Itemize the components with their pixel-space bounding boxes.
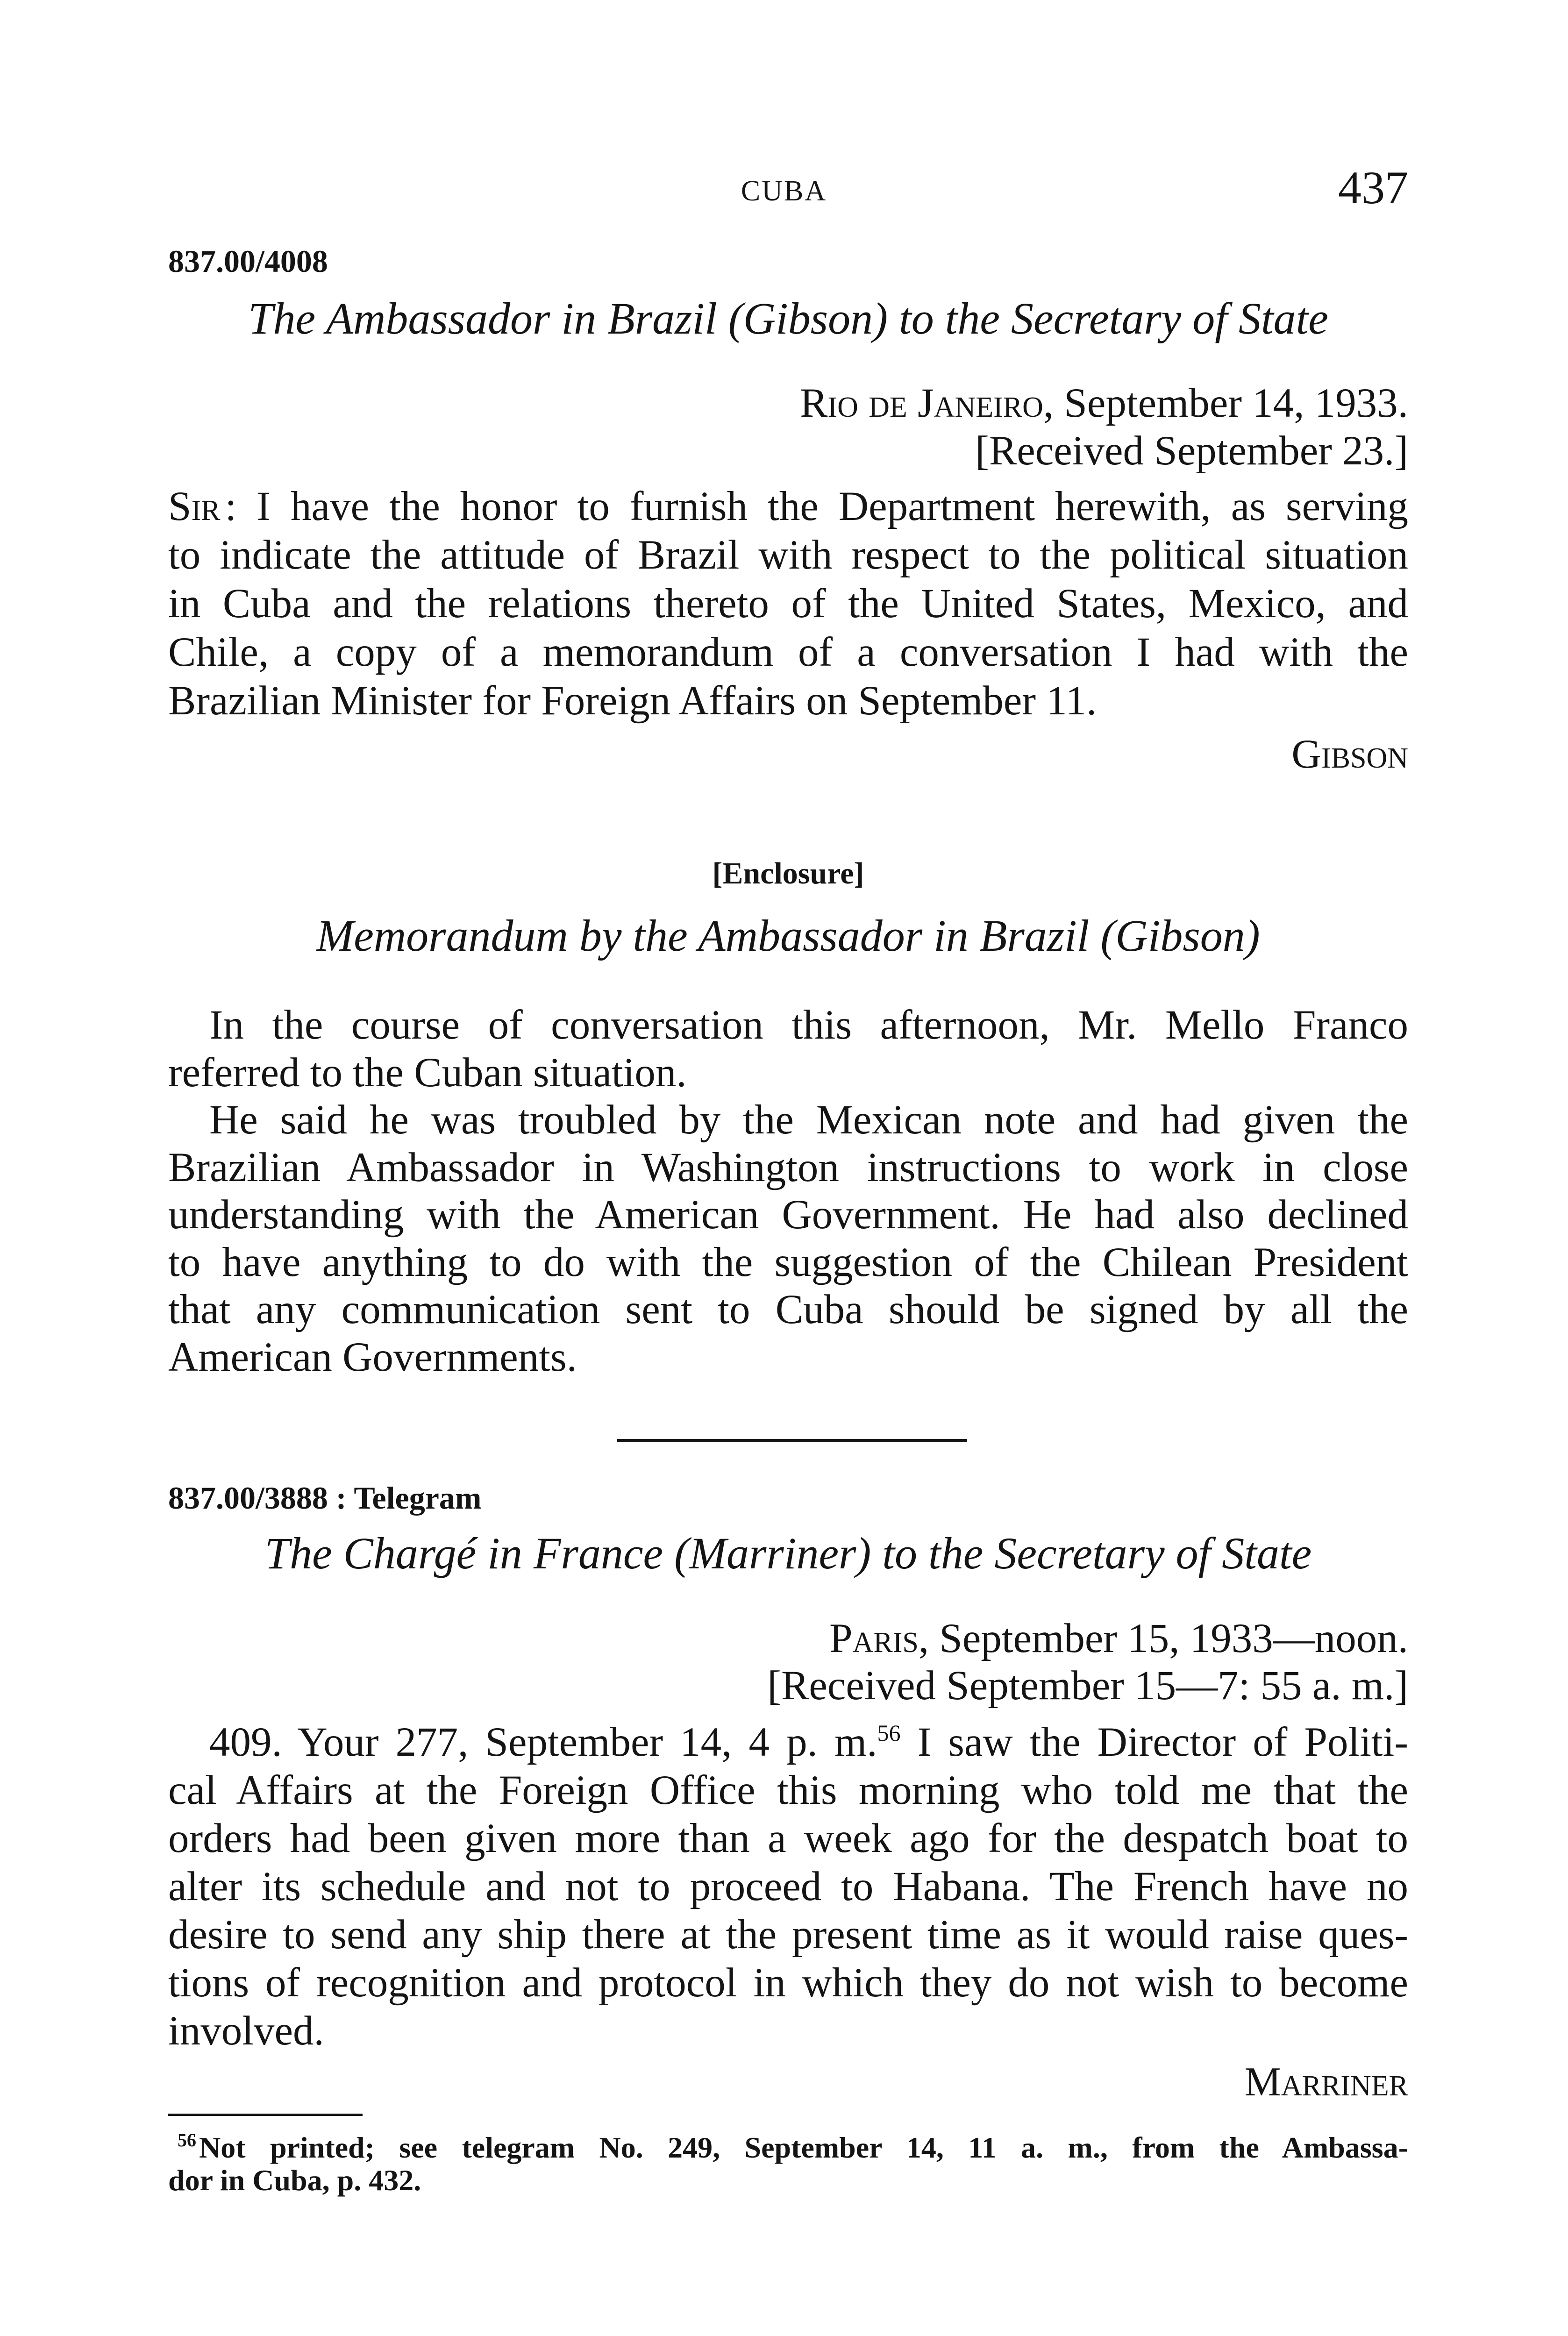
- body-line: alter its schedule and not to proceed to Habana. The French have no: [168, 1864, 1408, 1909]
- signature: Marriner: [1244, 2059, 1408, 2105]
- file-number-value: 837.00/3888: [168, 1480, 328, 1516]
- body-line: desire to send any ship there at the present time as it would raise ques-: [168, 1912, 1408, 1958]
- enclosure-label: [Enclosure]: [712, 856, 864, 890]
- signature: Gibson: [1291, 732, 1408, 777]
- running-head: CUBA: [741, 175, 827, 207]
- dateline: [829, 1614, 1408, 1663]
- body-line-text: : I have the honor to furnish the Department herewith, as serving: [225, 484, 1408, 529]
- file-number: [168, 1479, 482, 1517]
- footnote-line: dor in Cuba, p. 432.: [168, 2164, 421, 2197]
- body-line: to indicate the attitude of Brazil with respect to the political situation: [168, 532, 1408, 578]
- dateline-place: Rio de Janeiro,: [800, 380, 1054, 426]
- body-line: cal Affairs at the Foreign Office this morning who told me that the: [168, 1767, 1408, 1813]
- body-line: that any communication sent to Cuba should be signed by all the: [168, 1287, 1408, 1332]
- body-line: American Governments.: [168, 1334, 577, 1380]
- footnote-ref: 56: [877, 1720, 901, 1746]
- footnote-line: [168, 2131, 1408, 2164]
- body-line: Brazilian Ambassador in Washington instructions to work in close: [168, 1144, 1408, 1190]
- salutation: Sir: [168, 484, 221, 529]
- footnote-rule: [168, 2114, 363, 2116]
- body-line-text: 409. Your 277, September 14, 4 p. m.: [209, 1719, 877, 1765]
- body-line: [168, 482, 1408, 531]
- body-line: tions of recognition and protocol in which they do not wish to become: [168, 1960, 1408, 2006]
- body-line: In the course of conversation this afternoon, Mr. Mello Franco: [209, 1002, 1408, 1048]
- dateline-date: September 14, 1933.: [1064, 380, 1408, 426]
- body-line: understanding with the American Government. He had also declined: [168, 1192, 1408, 1238]
- footnote-text: Not printed; see telegram No. 249, September 14, 11 a. m., from the Ambassa-: [199, 2131, 1408, 2164]
- body-line: involved.: [168, 2008, 324, 2054]
- body-line: referred to the Cuban situation.: [168, 1049, 687, 1096]
- telegram-body: [168, 1718, 1408, 2055]
- footnote: [168, 2131, 1408, 2197]
- body-line: to have anything to do with the suggestion of the Chilean President: [168, 1239, 1408, 1285]
- body-line: [168, 1718, 1408, 1766]
- body-line: orders had been given more than a week ago for the despatch boat to: [168, 1816, 1408, 1861]
- body-line: in Cuba and the relations thereto of the United States, Mexico, and: [168, 581, 1408, 627]
- dateline-date: September 15, 1933—noon.: [939, 1616, 1408, 1661]
- page-number: 437: [1338, 162, 1408, 214]
- letter-body: [168, 482, 1408, 725]
- body-line: Brazilian Minister for Foreign Affairs on September 11.: [168, 678, 1097, 724]
- footnote-number: 56: [178, 2129, 196, 2151]
- file-type: : Telegram: [335, 1480, 482, 1516]
- file-number: 837.00/4008: [168, 243, 328, 279]
- received-note: [Received September 23.]: [975, 428, 1408, 474]
- dateline-place: Paris,: [829, 1616, 929, 1661]
- document-title: The Ambassador in Brazil (Gibson) to the Secretary of State: [248, 293, 1328, 343]
- body-line-text: I saw the Director of Politi-: [917, 1719, 1409, 1765]
- document-title: The Chargé in France (Marriner) to the Secretary of State: [264, 1528, 1312, 1578]
- dateline: [800, 379, 1408, 427]
- body-line: Chile, a copy of a memorandum of a conversation I had with the: [168, 629, 1408, 675]
- body-line: He said he was troubled by the Mexican note and had given the: [209, 1097, 1408, 1143]
- memorandum-body: [168, 1002, 1408, 1381]
- received-note: [Received September 15—7: 55 a. m.]: [767, 1663, 1408, 1709]
- memorandum-title: Memorandum by the Ambassador in Brazil (Gibson): [316, 911, 1260, 961]
- section-rule: [617, 1439, 967, 1442]
